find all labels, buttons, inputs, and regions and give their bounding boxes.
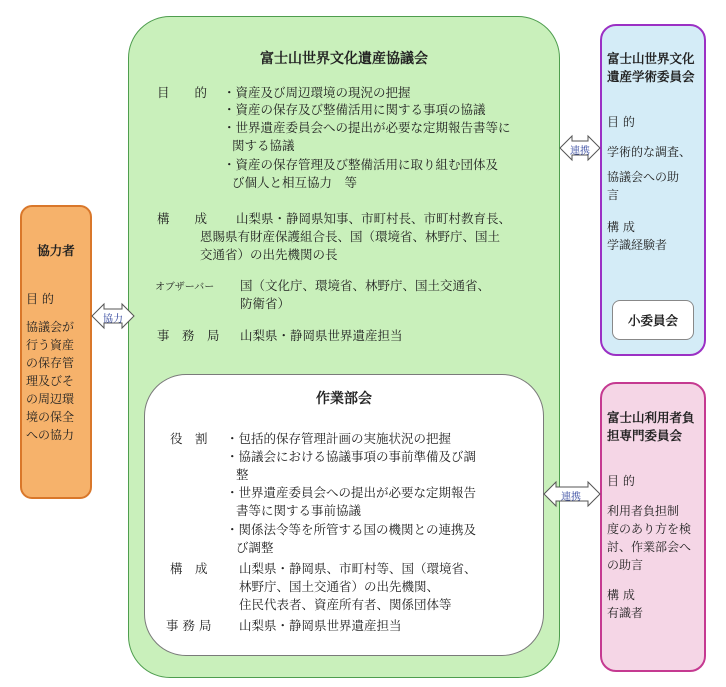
academic-composition-label: 構 成	[607, 220, 635, 234]
working-composition-label: 構 成	[170, 561, 208, 576]
academic-purpose-line: 協議会への助	[607, 170, 680, 184]
council-purpose-line: ・資産の保存及び整備活用に関する事項の協議	[223, 102, 486, 117]
council-composition-line: 交通省）の出先機関の長	[200, 247, 338, 262]
cooperators-purpose-line: 協議会が	[26, 320, 75, 334]
council-purpose-line: び個人と相互協力 等	[232, 175, 358, 190]
user-fee-purpose-line: 利用者負担制	[607, 504, 680, 518]
cooperators-purpose-line: 理及びそ	[26, 374, 75, 388]
user-fee-title-line: 富士山利用者負	[607, 410, 695, 425]
academic-link-label: 連携	[570, 146, 590, 157]
academic-composition-value: 学識経験者	[607, 238, 668, 252]
council-observer-line: 国（文化庁、環境省、林野庁、国土交通省、	[240, 278, 491, 293]
working-role-line: び調整	[236, 540, 274, 555]
working-role-line: ・協議会における協議事項の事前準備及び調	[226, 449, 477, 464]
cooperators-purpose-line: の周辺環	[26, 392, 75, 406]
working-secretariat-label: 事 務 局	[166, 618, 212, 633]
working-composition-line: 山梨県・静岡県、市町村等、国（環境省、	[239, 561, 477, 576]
user-fee-link-label: 連携	[561, 492, 581, 503]
user-fee-title-line: 担専門委員会	[607, 428, 683, 443]
cooperators-purpose-line: 行う資産	[26, 338, 75, 352]
working-composition-line: 林野庁、国土交通省）の出先機関、	[239, 579, 440, 594]
working-group-title: 作業部会	[316, 391, 372, 407]
user-fee-composition-value: 有識者	[607, 606, 644, 620]
user-fee-composition-label: 構 成	[607, 588, 635, 602]
working-secretariat-value: 山梨県・静岡県世界遺産担当	[239, 618, 402, 633]
council-secretariat-value: 山梨県・静岡県世界遺産担当	[240, 328, 403, 343]
academic-purpose-line: 言	[607, 188, 620, 202]
working-role-line: ・世界遺産委員会への提出が必要な定期報告	[226, 485, 477, 500]
cooperators-purpose-label: 目 的	[26, 292, 54, 306]
working-role-line: 書等に関する事前協議	[236, 503, 362, 518]
cooperators-purpose-line: の保存管	[26, 356, 75, 370]
user-fee-purpose-line: の助言	[607, 558, 644, 572]
subcommittee-label: 小委員会	[627, 313, 678, 328]
cooperators-title: 協力者	[37, 243, 75, 258]
council-purpose-line: 関する協議	[232, 138, 295, 153]
council-title: 富士山世界文化遺産協議会	[260, 51, 428, 67]
council-composition-label: 構 成	[157, 211, 208, 226]
council-composition-line: 恩賜県有財産保護組合長、国（環境省、林野庁、国土	[200, 229, 501, 244]
working-role-line: ・関係法令等を所管する国の機関との連携及	[226, 522, 477, 537]
user-fee-purpose-label: 目 的	[607, 474, 635, 488]
cooperation-arrow-label: 協力	[103, 314, 123, 325]
council-observer-line: 防衛省）	[240, 296, 291, 311]
working-role-label: 役 割	[170, 431, 208, 446]
working-role-line: ・包括的保存管理計画の実施状況の把握	[226, 431, 452, 446]
user-fee-purpose-line: 討、作業部会へ	[607, 540, 692, 554]
council-purpose-line: ・資産の保存管理及び整備活用に取り組む団体及	[223, 157, 499, 172]
council-observer-label: オブザーバー	[155, 282, 215, 293]
academic-purpose-line: 学術的な調査、	[607, 145, 692, 159]
cooperators-purpose-line: 境の保全	[26, 410, 75, 424]
council-purpose-label: 目 的	[157, 85, 208, 100]
academic-title-line: 富士山世界文化	[607, 51, 695, 66]
working-role-line: 整	[236, 467, 249, 482]
council-purpose-line: ・資産及び周辺環境の現況の把握	[223, 85, 411, 100]
working-composition-line: 住民代表者、資産所有者、関係団体等	[239, 597, 452, 612]
cooperators-purpose-line: への協力	[26, 428, 75, 442]
council-composition-line: 山梨県・静岡県知事、市町村長、市町村教育長、	[236, 211, 512, 226]
user-fee-purpose-line: 度のあり方を検	[607, 522, 692, 536]
council-purpose-line: ・世界遺産委員会への提出が必要な定期報告書等に	[223, 120, 511, 135]
academic-title-line: 遺産学術委員会	[607, 69, 695, 84]
council-secretariat-label: 事 務 局	[157, 328, 220, 343]
academic-purpose-label: 目 的	[607, 115, 635, 129]
